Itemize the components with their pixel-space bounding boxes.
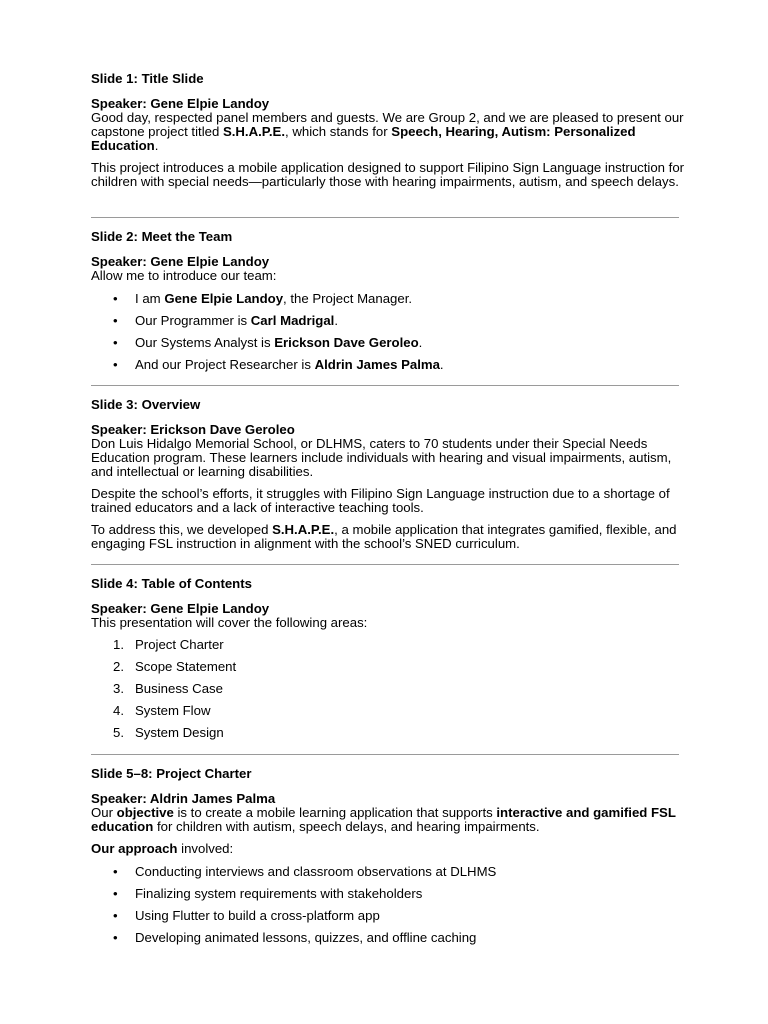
slide-1-heading: Slide 1: Title Slide bbox=[91, 71, 204, 86]
slide-3-paragraph-1: Don Luis Hidalgo Memorial School, or DLHMS, caters to 70 students under their Special Needs Education program. These learners include individuals with hearing and visual impairments, autism, and intellectual or learning disabilities. bbox=[91, 436, 672, 479]
team-list bbox=[91, 292, 691, 372]
contents-list bbox=[91, 638, 691, 740]
slide-3-paragraph-2: Despite the school’s efforts, it struggles with Filipino Sign Language instruction due to a shortage of trained educators and a lack of interactive teaching tools. bbox=[91, 486, 670, 515]
slide-3-speaker: Speaker: Erickson Dave Geroleo bbox=[91, 422, 295, 437]
slide-1-speaker: Speaker: Gene Elpie Landoy bbox=[91, 96, 270, 111]
slide-1-paragraph-1: Good day, respected panel members and guests. We are Group 2, and we are pleased to present our capstone project titled S.H.A.P.E., which stands for Speech, Hearing, Autism: Personalized Education. bbox=[91, 110, 684, 153]
slide-2-speaker: Speaker: Gene Elpie Landoy bbox=[91, 254, 270, 269]
list-item: • Using Flutter to build a cross-platform app bbox=[91, 909, 691, 923]
slide-3-section bbox=[91, 398, 691, 551]
slide-3-paragraph-3: To address this, we developed S.H.A.P.E., a mobile application that integrates gamified, flexible, and engaging FSL instruction in alignment with the school’s SNED curriculum. bbox=[91, 522, 677, 551]
divider bbox=[91, 754, 679, 755]
list-item: 5. System Design bbox=[113, 725, 224, 740]
slide-5-paragraph-1: Our objective is to create a mobile learning application that supports interactive and gamified FSL education for children with autism, speech delays, and hearing impairments. bbox=[91, 805, 676, 834]
approach-list bbox=[91, 865, 691, 945]
list-item: • Our Programmer is Carl Madrigal. bbox=[91, 314, 691, 328]
list-item: 2. Scope Statement bbox=[113, 659, 237, 674]
slide-4-speaker: Speaker: Gene Elpie Landoy bbox=[91, 601, 270, 616]
slide-5-speaker: Speaker: Aldrin James Palma bbox=[91, 791, 276, 806]
list-item: • Our Systems Analyst is Erickson Dave Geroleo. bbox=[91, 336, 691, 350]
list-item: • Conducting interviews and classroom observations at DLHMS bbox=[91, 865, 691, 879]
list-item: • Developing animated lessons, quizzes, and offline caching bbox=[91, 931, 691, 945]
slide-4-heading: Slide 4: Table of Contents bbox=[91, 576, 252, 591]
slide-5-heading: Slide 5–8: Project Charter bbox=[91, 766, 252, 781]
slide-5-section bbox=[91, 767, 691, 953]
list-item: • And our Project Researcher is Aldrin James Palma. bbox=[91, 358, 691, 372]
slide-3-heading: Slide 3: Overview bbox=[91, 397, 201, 412]
slide-4-intro: This presentation will cover the following areas: bbox=[91, 615, 368, 630]
slide-4-section bbox=[91, 577, 691, 748]
slide-2-section bbox=[91, 230, 691, 380]
list-item: 1. Project Charter bbox=[113, 637, 224, 652]
list-item: • I am Gene Elpie Landoy, the Project Manager. bbox=[91, 292, 691, 306]
divider bbox=[91, 564, 679, 565]
list-item: • Finalizing system requirements with stakeholders bbox=[91, 887, 691, 901]
slide-5-paragraph-2: Our approach involved: bbox=[91, 841, 234, 856]
list-item: 4. System Flow bbox=[113, 703, 211, 718]
slide-1-section bbox=[91, 72, 691, 189]
slide-2-heading: Slide 2: Meet the Team bbox=[91, 229, 233, 244]
slide-2-intro: Allow me to introduce our team: bbox=[91, 268, 277, 283]
slide-1-paragraph-2: This project introduces a mobile application designed to support Filipino Sign Language instruction for children with special needs—particularly those with hearing impairments, autism, and speech delays. bbox=[91, 160, 685, 189]
divider bbox=[91, 217, 679, 218]
divider bbox=[91, 385, 679, 386]
list-item: 3. Business Case bbox=[113, 681, 223, 696]
